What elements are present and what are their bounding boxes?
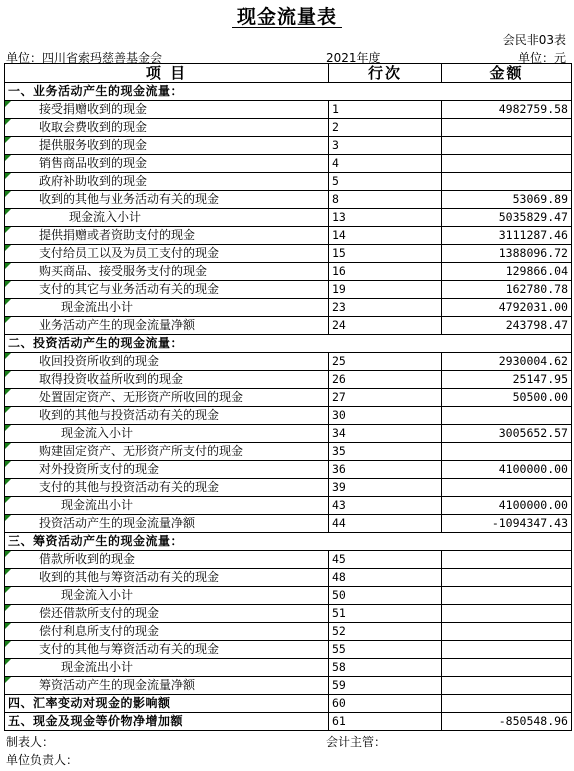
table-row <box>5 245 572 263</box>
row-label <box>5 497 329 515</box>
table-row <box>5 281 572 299</box>
row-amount: -1094347.43 <box>442 515 572 533</box>
cell-marker-icon <box>5 515 11 521</box>
table-row <box>5 659 572 677</box>
row-label-text: 对外投资所支付的现金 <box>39 462 160 476</box>
row-line-number: 15 <box>329 245 442 263</box>
row-line-number: 44 <box>329 515 442 533</box>
row-amount <box>442 173 572 191</box>
row-label <box>5 461 329 479</box>
row-label <box>5 515 329 533</box>
row-amount <box>442 623 572 641</box>
row-label-text: 收到的其他与筹资活动有关的现金 <box>39 570 220 584</box>
row-label <box>5 281 329 299</box>
row-line-number: 23 <box>329 299 442 317</box>
row-label <box>5 173 329 191</box>
row-line-number: 13 <box>329 209 442 227</box>
table-row <box>5 209 572 227</box>
cell-marker-icon <box>5 299 11 305</box>
row-label-text: 收取会费收到的现金 <box>39 120 148 134</box>
row-line-number: 50 <box>329 587 442 605</box>
row-label-text: 购建固定资产、无形资产所支付的现金 <box>39 444 244 458</box>
cell-marker-icon <box>5 119 11 125</box>
row-label <box>5 443 329 461</box>
section-heading: 三、筹资活动产生的现金流量： <box>5 533 572 551</box>
row-amount: 5035829.47 <box>442 209 572 227</box>
table-row <box>5 533 572 551</box>
row-line-number: 34 <box>329 425 442 443</box>
table-row <box>5 425 572 443</box>
row-amount: 3005652.57 <box>442 425 572 443</box>
row-line-number: 2 <box>329 119 442 137</box>
row-label <box>5 371 329 389</box>
row-line-number: 16 <box>329 263 442 281</box>
table-row <box>5 587 572 605</box>
column-header-item: 项 目 <box>5 64 329 83</box>
report-year: 2021年度 <box>326 51 381 65</box>
row-line-number: 1 <box>329 101 442 119</box>
cell-marker-icon <box>5 209 11 215</box>
row-label-text: 购买商品、接受服务支付的现金 <box>39 264 208 278</box>
cell-marker-icon <box>5 641 11 647</box>
row-label <box>5 353 329 371</box>
report-title: 现金流量表 <box>236 6 337 28</box>
row-amount: 4100000.00 <box>442 461 572 479</box>
table-row <box>5 605 572 623</box>
cell-marker-icon <box>5 551 11 557</box>
row-label-text: 偿付利息所支付的现金 <box>39 624 160 638</box>
row-amount <box>442 155 572 173</box>
row-label-text: 提供服务收到的现金 <box>39 138 148 152</box>
table-row <box>5 407 572 425</box>
row-label-text: 支付给员工以及为员工支付的现金 <box>39 246 220 260</box>
row-line-number: 59 <box>329 677 442 695</box>
row-amount <box>442 407 572 425</box>
table-row <box>5 371 572 389</box>
row-line-number: 58 <box>329 659 442 677</box>
cell-marker-icon <box>5 245 11 251</box>
row-line-number: 43 <box>329 497 442 515</box>
cell-marker-icon <box>5 155 11 161</box>
table-row <box>5 83 572 101</box>
table-row <box>5 497 572 515</box>
cell-marker-icon <box>5 389 11 395</box>
section-heading: 二、投资活动产生的现金流量： <box>5 335 572 353</box>
table-row <box>5 479 572 497</box>
row-line-number: 26 <box>329 371 442 389</box>
row-label <box>5 407 329 425</box>
row-label <box>5 209 329 227</box>
cell-marker-icon <box>5 191 11 197</box>
row-label <box>5 641 329 659</box>
row-label-text: 支付的其它与业务活动有关的现金 <box>39 282 220 296</box>
table-row <box>5 317 572 335</box>
row-label <box>5 389 329 407</box>
row-line-number: 45 <box>329 551 442 569</box>
form-code: 会民非03表 <box>502 33 566 47</box>
row-amount: 3111287.46 <box>442 227 572 245</box>
row-line-number: 5 <box>329 173 442 191</box>
row-label <box>5 569 329 587</box>
row-amount <box>442 551 572 569</box>
row-amount <box>442 677 572 695</box>
row-line-number: 60 <box>329 695 442 713</box>
row-label-text: 现金流入小计 <box>69 210 142 224</box>
row-label <box>5 155 329 173</box>
table-row <box>5 641 572 659</box>
row-amount: 25147.95 <box>442 371 572 389</box>
row-line-number: 35 <box>329 443 442 461</box>
row-label-text: 提供捐赠或者资助支付的现金 <box>39 228 196 242</box>
row-label-text: 销售商品收到的现金 <box>39 156 148 170</box>
row-label <box>5 677 329 695</box>
row-label-text: 收到的其他与业务活动有关的现金 <box>39 192 220 206</box>
row-label-text: 投资活动产生的现金流量净额 <box>39 516 196 530</box>
cell-marker-icon <box>5 461 11 467</box>
cell-marker-icon <box>5 623 11 629</box>
row-line-number: 51 <box>329 605 442 623</box>
row-amount: 53069.89 <box>442 191 572 209</box>
row-label-text: 政府补助收到的现金 <box>39 174 148 188</box>
row-label-text: 现金流出小计 <box>61 300 134 314</box>
cell-marker-icon <box>5 425 11 431</box>
row-label <box>5 605 329 623</box>
cash-flow-table <box>4 63 572 731</box>
row-line-number: 24 <box>329 317 442 335</box>
accountant-label: 会计主管： <box>326 735 387 749</box>
row-line-number: 39 <box>329 479 442 497</box>
row-label-text: 现金流出小计 <box>61 660 134 674</box>
table-row <box>5 155 572 173</box>
table-body <box>5 83 572 731</box>
row-label-text: 业务活动产生的现金流量净额 <box>39 318 196 332</box>
table-row <box>5 101 572 119</box>
cell-marker-icon <box>5 173 11 179</box>
column-header-line-no: 行次 <box>329 64 442 83</box>
row-label <box>5 479 329 497</box>
row-amount: 2930004.62 <box>442 353 572 371</box>
cell-marker-icon <box>5 605 11 611</box>
column-header-amount: 金额 <box>442 64 572 83</box>
table-row <box>5 119 572 137</box>
cell-marker-icon <box>5 443 11 449</box>
row-label <box>5 245 329 263</box>
cell-marker-icon <box>5 263 11 269</box>
cell-marker-icon <box>5 353 11 359</box>
row-label <box>5 587 329 605</box>
row-line-number: 3 <box>329 137 442 155</box>
row-label-text: 支付的其他与投资活动有关的现金 <box>39 480 220 494</box>
row-label <box>5 119 329 137</box>
cell-marker-icon <box>5 371 11 377</box>
table-row <box>5 461 572 479</box>
title-underline <box>232 27 342 28</box>
cell-marker-icon <box>5 281 11 287</box>
row-amount <box>442 119 572 137</box>
row-amount <box>442 659 572 677</box>
table-row <box>5 299 572 317</box>
row-amount <box>442 479 572 497</box>
cell-marker-icon <box>5 317 11 323</box>
table-row <box>5 389 572 407</box>
row-label <box>5 551 329 569</box>
table-row <box>5 551 572 569</box>
row-amount: 1388096.72 <box>442 245 572 263</box>
row-amount: 4792031.00 <box>442 299 572 317</box>
cell-marker-icon <box>5 677 11 683</box>
cell-marker-icon <box>5 569 11 575</box>
row-label <box>5 317 329 335</box>
row-label-text: 现金流出小计 <box>61 498 134 512</box>
row-amount <box>442 587 572 605</box>
table-row <box>5 677 572 695</box>
row-line-number: 61 <box>329 713 442 731</box>
row-amount: 162780.78 <box>442 281 572 299</box>
table-row <box>5 173 572 191</box>
row-label-text: 现金流入小计 <box>61 426 134 440</box>
row-label <box>5 623 329 641</box>
organization-unit: 单位：四川省索玛慈善基金会 <box>6 51 163 65</box>
row-line-number: 25 <box>329 353 442 371</box>
row-label <box>5 299 329 317</box>
section-heading: 一、业务活动产生的现金流量： <box>5 83 572 101</box>
row-line-number: 55 <box>329 641 442 659</box>
row-line-number: 48 <box>329 569 442 587</box>
row-label <box>5 137 329 155</box>
table-row <box>5 137 572 155</box>
row-label <box>5 191 329 209</box>
cell-marker-icon <box>5 101 11 107</box>
table-row <box>5 443 572 461</box>
row-label <box>5 425 329 443</box>
row-amount <box>442 569 572 587</box>
row-line-number: 14 <box>329 227 442 245</box>
row-label <box>5 713 329 731</box>
row-label-text: 借款所收到的现金 <box>39 552 136 566</box>
cell-marker-icon <box>5 659 11 665</box>
table-row <box>5 335 572 353</box>
table-row <box>5 353 572 371</box>
row-label <box>5 695 329 713</box>
row-line-number: 27 <box>329 389 442 407</box>
table-row <box>5 623 572 641</box>
table-row <box>5 569 572 587</box>
row-amount: 4982759.58 <box>442 101 572 119</box>
row-line-number: 30 <box>329 407 442 425</box>
row-label-text: 处置固定资产、无形资产所收回的现金 <box>39 390 244 404</box>
row-amount: 243798.47 <box>442 317 572 335</box>
row-label-text: 筹资活动产生的现金流量净额 <box>39 678 196 692</box>
cell-marker-icon <box>5 407 11 413</box>
row-label-text: 四、汇率变动对现金的影响额 <box>8 696 171 710</box>
currency-unit: 单位：元 <box>517 51 566 65</box>
row-amount <box>442 641 572 659</box>
row-amount: 129866.04 <box>442 263 572 281</box>
table-row <box>5 227 572 245</box>
row-amount: 50500.00 <box>442 389 572 407</box>
row-amount <box>442 605 572 623</box>
row-label-text: 五、现金及现金等价物净增加额 <box>8 714 184 728</box>
row-label <box>5 263 329 281</box>
row-label <box>5 101 329 119</box>
row-label-text: 取得投资收益所收到的现金 <box>39 372 184 386</box>
row-amount <box>442 137 572 155</box>
unit-head-label: 单位负责人： <box>6 753 79 767</box>
table-row <box>5 695 572 713</box>
table-row <box>5 263 572 281</box>
table-header-row <box>5 64 572 83</box>
cell-marker-icon <box>5 497 11 503</box>
row-amount: -850548.96 <box>442 713 572 731</box>
row-line-number: 19 <box>329 281 442 299</box>
table-row <box>5 713 572 731</box>
row-amount <box>442 443 572 461</box>
preparer-label: 制表人： <box>6 735 55 749</box>
row-label-text: 支付的其他与筹资活动有关的现金 <box>39 642 220 656</box>
row-label-text: 现金流入小计 <box>61 588 134 602</box>
row-line-number: 8 <box>329 191 442 209</box>
row-amount <box>442 695 572 713</box>
row-label-text: 偿还借款所支付的现金 <box>39 606 160 620</box>
row-label <box>5 659 329 677</box>
table-row <box>5 515 572 533</box>
row-label-text: 接受捐赠收到的现金 <box>39 102 148 116</box>
cell-marker-icon <box>5 137 11 143</box>
row-label-text: 收到的其他与投资活动有关的现金 <box>39 408 220 422</box>
row-amount: 4100000.00 <box>442 497 572 515</box>
cell-marker-icon <box>5 227 11 233</box>
table-row <box>5 191 572 209</box>
row-label-text: 收回投资所收到的现金 <box>39 354 160 368</box>
row-label <box>5 227 329 245</box>
row-line-number: 36 <box>329 461 442 479</box>
row-line-number: 4 <box>329 155 442 173</box>
cell-marker-icon <box>5 479 11 485</box>
row-line-number: 52 <box>329 623 442 641</box>
cell-marker-icon <box>5 587 11 593</box>
